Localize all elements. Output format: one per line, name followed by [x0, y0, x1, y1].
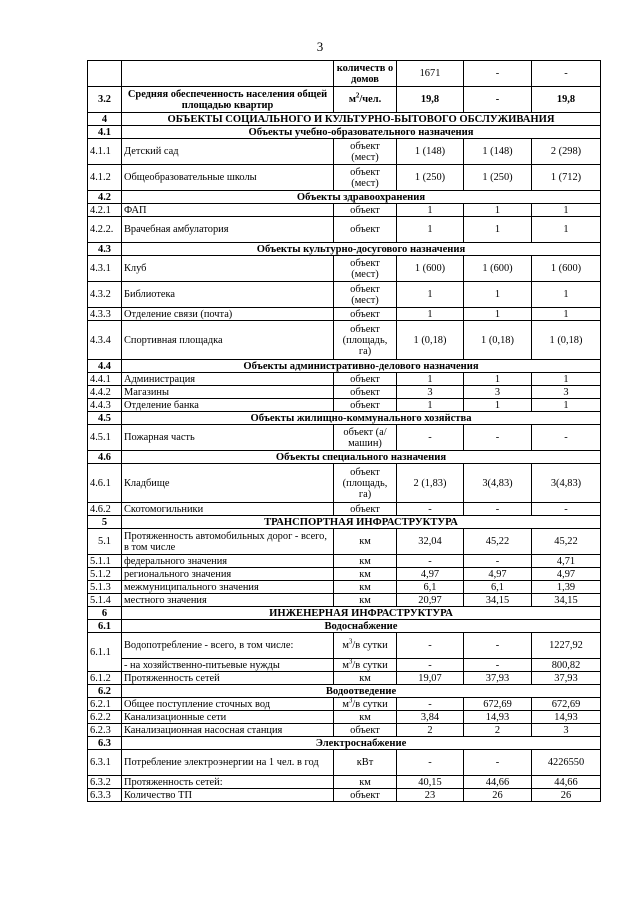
value-current: 1	[397, 308, 464, 321]
value-first-stage: 34,15	[464, 594, 532, 607]
value-current: 1 (600)	[397, 256, 464, 282]
value-estimated: 4226550	[532, 750, 601, 776]
table-row	[88, 529, 601, 555]
unit: км	[334, 594, 397, 607]
value-current: 2 (1,83)	[397, 464, 464, 503]
row-number: 6.1.2	[88, 672, 122, 685]
value-estimated: 1	[532, 217, 601, 243]
value-current: -	[397, 555, 464, 568]
indicator-name: Магазины	[122, 386, 334, 399]
table-row	[88, 789, 601, 802]
table-row	[88, 165, 601, 191]
value-estimated: 1	[532, 399, 601, 412]
section-title: Объекты здравоохранения	[122, 191, 601, 204]
indicator-name: Кладбище	[122, 464, 334, 503]
value-first-stage: 2	[464, 724, 532, 737]
section-row	[88, 360, 601, 373]
unit: объект (мест)	[334, 165, 397, 191]
value-estimated: 1227,92	[532, 633, 601, 659]
unit: объект	[334, 789, 397, 802]
indicator-name: Канализационные сети	[122, 711, 334, 724]
value-estimated: 1	[532, 373, 601, 386]
table-row	[88, 399, 601, 412]
value-estimated: 26	[532, 789, 601, 802]
row-number: 4.3.4	[88, 321, 122, 360]
indicator-name: Отделение банка	[122, 399, 334, 412]
value-current: -	[397, 698, 464, 711]
indicator-name: Администрация	[122, 373, 334, 386]
section-number: 4.2	[88, 191, 122, 204]
table-row	[88, 425, 601, 451]
table-row	[88, 776, 601, 789]
value-first-stage: 1	[464, 308, 532, 321]
value-current: 23	[397, 789, 464, 802]
table-row	[88, 711, 601, 724]
value-first-stage: 14,93	[464, 711, 532, 724]
value-current: 40,15	[397, 776, 464, 789]
indicator-name	[122, 61, 334, 87]
table-row	[88, 750, 601, 776]
table-row	[88, 503, 601, 516]
section-title: Водоснабжение	[122, 620, 601, 633]
indicator-name: Водопотребление - всего, в том числе:	[122, 633, 334, 659]
row-number: 4.1.2	[88, 165, 122, 191]
indicator-name: Потребление электроэнергии на 1 чел. в год	[122, 750, 334, 776]
section-title: ОБЪЕКТЫ СОЦИАЛЬНОГО И КУЛЬТУРНО-БЫТОВОГО ОБСЛУЖИВАНИЯ	[122, 113, 601, 126]
section-number: 6	[88, 607, 122, 620]
table-row	[88, 464, 601, 503]
section-title: ТРАНСПОРТНАЯ ИНФРАСТРУКТУРА	[122, 516, 601, 529]
value-first-stage: 37,93	[464, 672, 532, 685]
indicators-table	[87, 60, 601, 802]
table-row	[88, 87, 601, 113]
unit: км	[334, 568, 397, 581]
row-number: 6.3.1	[88, 750, 122, 776]
row-number: 5.1.3	[88, 581, 122, 594]
table-row	[88, 308, 601, 321]
value-estimated: 1 (712)	[532, 165, 601, 191]
value-current: 1 (250)	[397, 165, 464, 191]
indicator-name: Канализационная насосная станция	[122, 724, 334, 737]
value-first-stage: -	[464, 659, 532, 672]
table-row	[88, 256, 601, 282]
unit: объект (мест)	[334, 139, 397, 165]
indicator-name: Протяженность автомобильных дорог - всего, в том числе	[122, 529, 334, 555]
value-current: 3	[397, 386, 464, 399]
value-current: 2	[397, 724, 464, 737]
table-row	[88, 698, 601, 711]
unit: объект	[334, 386, 397, 399]
section-title: ИНЖЕНЕРНАЯ ИНФРАСТРУКТУРА	[122, 607, 601, 620]
value-estimated: 34,15	[532, 594, 601, 607]
table-row	[88, 282, 601, 308]
value-estimated: 1	[532, 282, 601, 308]
value-estimated: 3	[532, 724, 601, 737]
value-estimated: 4,97	[532, 568, 601, 581]
unit: объект	[334, 308, 397, 321]
row-number: 4.6.2	[88, 503, 122, 516]
value-first-stage: 1 (0,18)	[464, 321, 532, 360]
section-number: 4.6	[88, 451, 122, 464]
indicator-name: Общеобразовательные школы	[122, 165, 334, 191]
row-number	[88, 61, 122, 87]
indicator-name: Детский сад	[122, 139, 334, 165]
section-row	[88, 451, 601, 464]
value-first-stage: 1 (148)	[464, 139, 532, 165]
unit: объект	[334, 399, 397, 412]
indicator-name: Врачебная амбулатория	[122, 217, 334, 243]
value-estimated: -	[532, 425, 601, 451]
unit: км	[334, 555, 397, 568]
row-number: 4.3.2	[88, 282, 122, 308]
indicator-name: межмуниципального значения	[122, 581, 334, 594]
value-estimated: -	[532, 61, 601, 87]
value-estimated: 1,39	[532, 581, 601, 594]
value-current: 32,04	[397, 529, 464, 555]
section-number: 6.1	[88, 620, 122, 633]
unit: объект (мест)	[334, 256, 397, 282]
row-number: 4.1.1	[88, 139, 122, 165]
value-first-stage: 672,69	[464, 698, 532, 711]
value-estimated: 37,93	[532, 672, 601, 685]
row-number: 4.4.2	[88, 386, 122, 399]
row-number: 4.5.1	[88, 425, 122, 451]
row-number: 6.3.3	[88, 789, 122, 802]
value-first-stage: -	[464, 633, 532, 659]
row-number: 5.1.2	[88, 568, 122, 581]
section-row	[88, 126, 601, 139]
value-first-stage: 6,1	[464, 581, 532, 594]
table-row	[88, 321, 601, 360]
value-estimated: 14,93	[532, 711, 601, 724]
value-current: -	[397, 750, 464, 776]
table-row	[88, 373, 601, 386]
row-number: 4.2.1	[88, 204, 122, 217]
unit: $м^3/в$ сутки	[334, 659, 397, 672]
table-row	[88, 672, 601, 685]
indicator-name: Общее поступление сточных вод	[122, 698, 334, 711]
unit: объект	[334, 217, 397, 243]
value-first-stage: 4,97	[464, 568, 532, 581]
value-estimated: 800,82	[532, 659, 601, 672]
unit: объект (площадь, га)	[334, 321, 397, 360]
indicator-name: Протяженность сетей:	[122, 776, 334, 789]
section-row	[88, 191, 601, 204]
value-estimated: 1	[532, 204, 601, 217]
value-first-stage: 44,66	[464, 776, 532, 789]
section-row	[88, 113, 601, 126]
row-number: 4.4.3	[88, 399, 122, 412]
section-title: Объекты административно-делового назначения	[122, 360, 601, 373]
value-first-stage: 1 (250)	[464, 165, 532, 191]
value-current: 1	[397, 399, 464, 412]
section-number: 4.3	[88, 243, 122, 256]
unit: км	[334, 672, 397, 685]
row-number: 6.2.3	[88, 724, 122, 737]
value-current: 1	[397, 373, 464, 386]
indicator-name: федерального значения	[122, 555, 334, 568]
row-number: 5.1.4	[88, 594, 122, 607]
value-first-stage: -	[464, 61, 532, 87]
section-title: Объекты культурно-досугового назначения	[122, 243, 601, 256]
value-current: 20,97	[397, 594, 464, 607]
indicator-name: Отделение связи (почта)	[122, 308, 334, 321]
row-number: 4.4.1	[88, 373, 122, 386]
section-row	[88, 737, 601, 750]
row-number: 4.6.1	[88, 464, 122, 503]
value-current: 1	[397, 204, 464, 217]
value-estimated: 2 (298)	[532, 139, 601, 165]
value-first-stage: -	[464, 425, 532, 451]
unit: объект	[334, 204, 397, 217]
section-title: Объекты жилищно-коммунального хозяйства	[122, 412, 601, 425]
indicator-name: Средняя обеспеченность населения общей площадью квартир	[122, 87, 334, 113]
value-first-stage: 1	[464, 204, 532, 217]
table-row	[88, 581, 601, 594]
indicator-name: Протяженность сетей	[122, 672, 334, 685]
value-first-stage: -	[464, 87, 532, 113]
indicator-name: местного значения	[122, 594, 334, 607]
section-number: 4	[88, 113, 122, 126]
row-number: 5.1	[88, 529, 122, 555]
unit: км	[334, 776, 397, 789]
indicator-name: регионального значения	[122, 568, 334, 581]
table-row	[88, 659, 601, 672]
value-first-stage: -	[464, 750, 532, 776]
section-number: 6.3	[88, 737, 122, 750]
value-current: 19,07	[397, 672, 464, 685]
unit: объект (площадь, га)	[334, 464, 397, 503]
section-number: 4.4	[88, 360, 122, 373]
value-first-stage: 1	[464, 373, 532, 386]
table-row	[88, 386, 601, 399]
value-estimated: 672,69	[532, 698, 601, 711]
value-current: -	[397, 425, 464, 451]
unit: количеств о домов	[334, 61, 397, 87]
value-current: 1671	[397, 61, 464, 87]
section-number: 5	[88, 516, 122, 529]
unit: $м^3/в$ сутки	[334, 698, 397, 711]
section-row	[88, 620, 601, 633]
section-number: 4.5	[88, 412, 122, 425]
row-number: 6.2.1	[88, 698, 122, 711]
value-current: 4,97	[397, 568, 464, 581]
row-number: 4.2.2.	[88, 217, 122, 243]
unit: км	[334, 711, 397, 724]
section-title: Объекты специального назначения	[122, 451, 601, 464]
value-estimated: 1 (0,18)	[532, 321, 601, 360]
value-first-stage: 1 (600)	[464, 256, 532, 282]
unit: объект	[334, 373, 397, 386]
value-estimated: 4,71	[532, 555, 601, 568]
unit: $м^3/в$ сутки	[334, 633, 397, 659]
indicator-name: Библиотека	[122, 282, 334, 308]
indicator-name: Скотомогильники	[122, 503, 334, 516]
section-title: Водоотведение	[122, 685, 601, 698]
row-number: 6.3.2	[88, 776, 122, 789]
value-first-stage: 3	[464, 386, 532, 399]
value-estimated: 44,66	[532, 776, 601, 789]
value-first-stage: -	[464, 555, 532, 568]
row-number: 6.2.2	[88, 711, 122, 724]
table-row	[88, 568, 601, 581]
section-row	[88, 243, 601, 256]
value-current: 1 (0,18)	[397, 321, 464, 360]
value-first-stage: 1	[464, 282, 532, 308]
value-current: 1	[397, 282, 464, 308]
row-number: 4.3.3	[88, 308, 122, 321]
unit: объект (мест)	[334, 282, 397, 308]
row-number: 5.1.1	[88, 555, 122, 568]
table-row	[88, 724, 601, 737]
unit: км	[334, 581, 397, 594]
row-number: 6.1.1	[88, 633, 122, 672]
value-estimated: 45,22	[532, 529, 601, 555]
value-current: -	[397, 659, 464, 672]
unit: объект	[334, 503, 397, 516]
value-current: -	[397, 503, 464, 516]
section-row	[88, 607, 601, 620]
value-current: 19,8	[397, 87, 464, 113]
value-first-stage: 26	[464, 789, 532, 802]
section-row	[88, 685, 601, 698]
value-current: 6,1	[397, 581, 464, 594]
row-number: 3.2	[88, 87, 122, 113]
section-row	[88, 412, 601, 425]
table-row	[88, 139, 601, 165]
indicator-name: Спортивная площадка	[122, 321, 334, 360]
value-estimated: 1	[532, 308, 601, 321]
indicator-name: - на хозяйственно-питьевые нужды	[122, 659, 334, 672]
unit: кВт	[334, 750, 397, 776]
value-current: 1	[397, 217, 464, 243]
unit: км	[334, 529, 397, 555]
section-number: 4.1	[88, 126, 122, 139]
table-row	[88, 217, 601, 243]
value-first-stage: -	[464, 503, 532, 516]
unit: объект (а/машин)	[334, 425, 397, 451]
section-title: Электроснабжение	[122, 737, 601, 750]
section-title: Объекты учебно-образовательного назначения	[122, 126, 601, 139]
unit: $м^2$/чел.	[334, 87, 397, 113]
page-number: 3	[316, 39, 324, 54]
indicator-name: Пожарная часть	[122, 425, 334, 451]
value-current: -	[397, 633, 464, 659]
table-row	[88, 61, 601, 87]
table-row	[88, 555, 601, 568]
value-estimated: 19,8	[532, 87, 601, 113]
value-first-stage: 1	[464, 217, 532, 243]
indicator-name: ФАП	[122, 204, 334, 217]
indicator-name: Клуб	[122, 256, 334, 282]
indicator-name: Количество ТП	[122, 789, 334, 802]
value-first-stage: 1	[464, 399, 532, 412]
row-number: 4.3.1	[88, 256, 122, 282]
value-current: 1 (148)	[397, 139, 464, 165]
section-row	[88, 516, 601, 529]
section-number: 6.2	[88, 685, 122, 698]
value-estimated: 1 (600)	[532, 256, 601, 282]
table-row	[88, 633, 601, 659]
value-first-stage: 45,22	[464, 529, 532, 555]
value-estimated: -	[532, 503, 601, 516]
unit: объект	[334, 724, 397, 737]
table-row	[88, 594, 601, 607]
table-row	[88, 204, 601, 217]
value-estimated: 3	[532, 386, 601, 399]
value-estimated: 3(4,83)	[532, 464, 601, 503]
value-current: 3,84	[397, 711, 464, 724]
value-first-stage: 3(4,83)	[464, 464, 532, 503]
